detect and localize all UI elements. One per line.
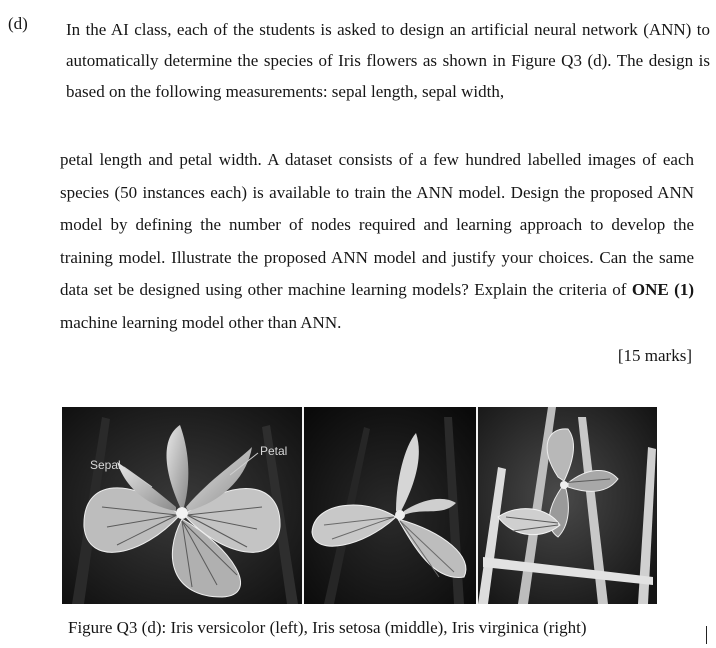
- question-paragraph-2: [60, 144, 694, 339]
- petal-label: Petal: [260, 444, 288, 458]
- sepal-label: Sepal: [90, 458, 121, 472]
- iris-setosa-image: [304, 407, 476, 604]
- figure-images: [62, 407, 657, 604]
- text-cursor: [706, 626, 707, 644]
- marks-label: [15 marks]: [617, 346, 692, 365]
- paragraph-2-text-a: petal length and petal width. A dataset consists of a few hundred labelled images of each species (50 instances each) is available to train the ANN model. Design the proposed ANN model by defining the number of nodes required and learning approach to develop the training model. Illustrate the proposed ANN model and justify your choices. Can the same data set be designed using other machine learning models? Explain the criteria of: [60, 150, 694, 299]
- paragraph-2-text-b: machine learning model other than ANN.: [60, 312, 342, 332]
- iris-virginica-image: [478, 407, 657, 604]
- figure-caption: Figure Q3 (d): Iris versicolor (left), Iris setosa (middle), Iris virginica (right): [68, 618, 587, 637]
- question-label: (d): [8, 14, 28, 33]
- paragraph-2-bold-text: ONE (1): [631, 280, 694, 299]
- question-paragraph-1: In the AI class, each of the students is asked to design an artificial neural network (ANN) to automatically determine the species of Iris flowers as shown in Figure Q3 (d). The design is based on the following measurements: sepal length, sepal width,: [66, 20, 710, 101]
